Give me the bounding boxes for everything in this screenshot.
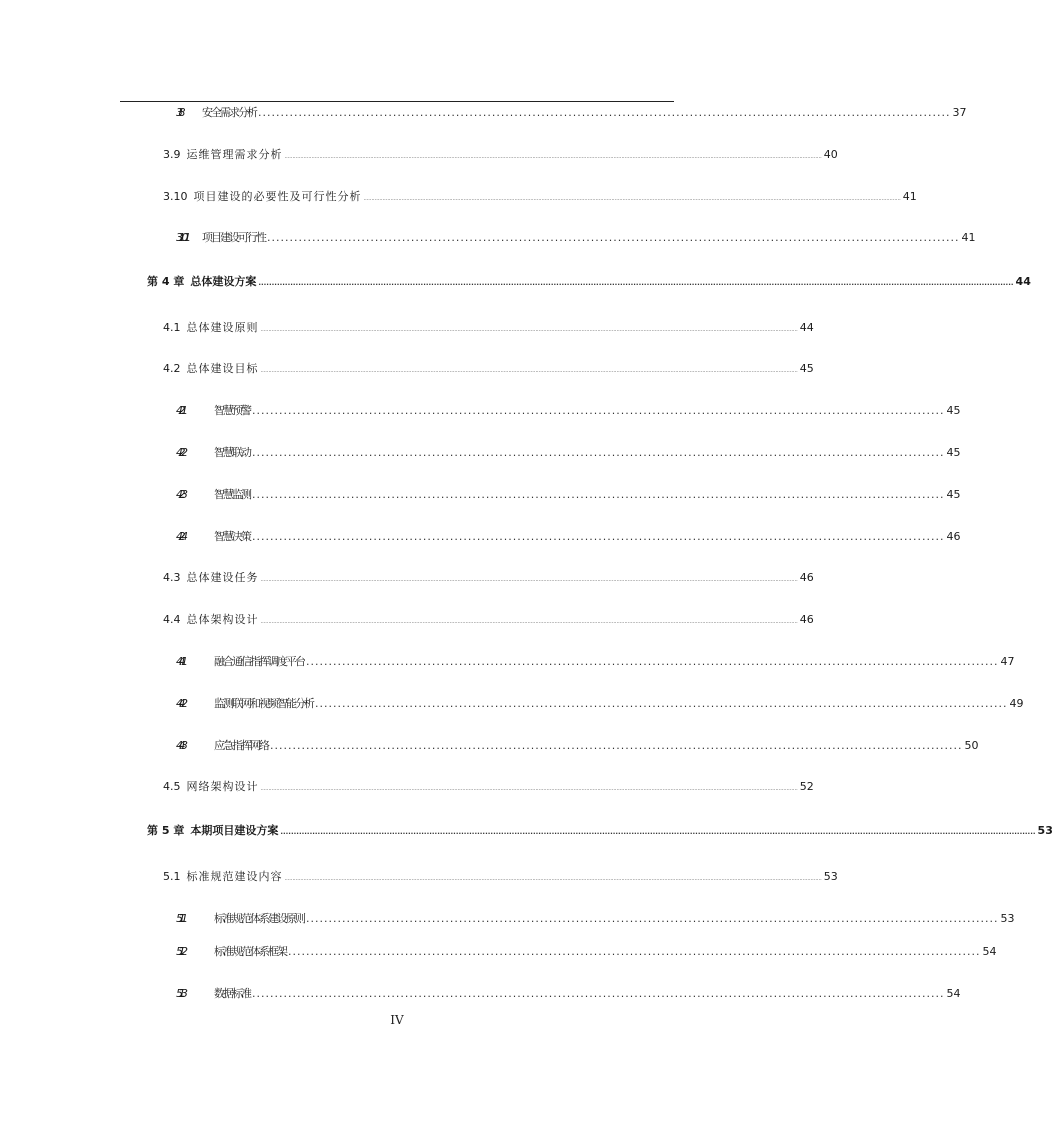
toc-entry-page: 52 bbox=[799, 780, 814, 793]
toc-entry-number: 4.4.2 bbox=[176, 697, 184, 710]
toc-entry-title: 本期项目建设方案 bbox=[190, 824, 279, 837]
toc-entry-title: 应急指挥网络 bbox=[214, 739, 268, 752]
page-number-footer: IV bbox=[390, 1013, 404, 1027]
toc-entry-number: 4.4.1 bbox=[176, 655, 184, 668]
toc-entry-page: 54 bbox=[982, 945, 997, 958]
toc-leader: .......................................................................................................................................................... bbox=[252, 446, 945, 459]
toc-entry-title: 总体建设原则 bbox=[186, 321, 259, 334]
toc-entry-number: 4.4.3 bbox=[176, 739, 184, 752]
toc-entry-number: 3.9 bbox=[163, 148, 181, 161]
toc-leader: ............................................................................................................................................................................................................................................................................................ bbox=[280, 828, 1036, 836]
toc-leader: .................................................................................................................................................................................................................................................................................................................................................. bbox=[260, 786, 798, 792]
toc-entry-page: 53 bbox=[1000, 912, 1015, 925]
header-rule bbox=[120, 101, 674, 102]
toc-entry-number: 5.1.2 bbox=[176, 945, 184, 958]
toc-entry-4-1[interactable] bbox=[163, 319, 814, 337]
toc-entry-number: 4.5 bbox=[163, 780, 181, 793]
toc-entry-page: 54 bbox=[946, 987, 961, 1000]
toc-entry-page: 46 bbox=[799, 613, 814, 626]
toc-entry-number: 4.2.3 bbox=[176, 488, 184, 501]
toc-entry-title: 项目建设可行性 bbox=[202, 231, 265, 244]
toc-leader: ............................................................................................................................................................................................................................................................................................ bbox=[258, 279, 1014, 287]
toc-leader: .................................................................................................................................................................................................................................................................................................................................................. bbox=[260, 619, 798, 625]
toc-entry-5-1-1[interactable] bbox=[172, 910, 1015, 928]
toc-entry-number: 3.8 bbox=[176, 106, 182, 119]
toc-leader: .................................................................................................................................................................................................................................................................................................................................................. bbox=[260, 577, 798, 583]
toc-entry-5-1[interactable] bbox=[163, 868, 838, 886]
toc-entry-title: 智慧决策 bbox=[214, 530, 250, 543]
toc-leader: .......................................................................................................................................................... bbox=[315, 697, 1008, 710]
toc-entry-title: 运维管理需求分析 bbox=[186, 148, 283, 161]
toc-leader: .......................................................................................................................................................... bbox=[306, 912, 999, 925]
toc-leader: .......................................................................................................................................................... bbox=[258, 106, 951, 119]
toc-entry-title: 数据标准 bbox=[214, 987, 250, 1000]
toc-entry-page: 53 bbox=[1037, 824, 1053, 837]
toc-entry-4-2-2[interactable] bbox=[172, 444, 961, 462]
toc-leader: .................................................................................................................................................................................................................................................................................................................................................. bbox=[284, 876, 822, 882]
toc-leader: .......................................................................................................................................................... bbox=[252, 530, 945, 543]
toc-entry-title: 标准规范建设内容 bbox=[186, 870, 283, 883]
toc-entry-page: 53 bbox=[823, 870, 838, 883]
toc-entry-title: 监测联网和视频智能分析 bbox=[214, 697, 313, 710]
toc-entry-title: 网络架构设计 bbox=[186, 780, 259, 793]
toc-entry-title: 标准规范体系框架 bbox=[214, 945, 286, 958]
toc-entry-page: 40 bbox=[823, 148, 838, 161]
toc-entry-number: 4.1 bbox=[163, 321, 181, 334]
toc-entry-title: 标准规范体系建设原则 bbox=[214, 912, 304, 925]
toc-entry-title: 总体建设任务 bbox=[186, 571, 259, 584]
toc-entry-4-4[interactable] bbox=[163, 611, 814, 629]
toc-entry-number: 第 4 章 bbox=[147, 275, 185, 288]
toc-leader: .................................................................................................................................................................................................................................................................................................................................................. bbox=[260, 327, 798, 333]
toc-leader: .......................................................................................................................................................... bbox=[252, 488, 945, 501]
toc-entry-4-3[interactable] bbox=[163, 569, 814, 587]
toc-entry-number: 第 5 章 bbox=[147, 824, 185, 837]
toc-leader: .......................................................................................................................................................... bbox=[306, 655, 999, 668]
toc-leader: .......................................................................................................................................................... bbox=[270, 739, 963, 752]
toc-entry-number: 4.4 bbox=[163, 613, 181, 626]
toc-entry-4-4-1[interactable] bbox=[172, 653, 1015, 671]
toc-entry-4-4-2[interactable] bbox=[172, 695, 1024, 713]
toc-entry-number: 5.1 bbox=[163, 870, 181, 883]
toc-entry-number: 4.2.2 bbox=[176, 446, 184, 459]
toc-entry-number: 4.2 bbox=[163, 362, 181, 375]
toc-entry-5-1-2[interactable] bbox=[172, 943, 997, 961]
toc-entry-chapter-5[interactable] bbox=[147, 822, 1053, 840]
toc-entry-title: 智慧联动 bbox=[214, 446, 250, 459]
toc-entry-3-10-1[interactable] bbox=[172, 229, 976, 247]
toc-entry-number: 4.2.4 bbox=[176, 530, 184, 543]
toc-entry-4-5[interactable] bbox=[163, 778, 814, 796]
toc-entry-number: 4.3 bbox=[163, 571, 181, 584]
toc-entry-number: 4.2.1 bbox=[176, 404, 184, 417]
toc-entry-number: 3.10 bbox=[163, 190, 188, 203]
toc-leader: .......................................................................................................................................................... bbox=[252, 404, 945, 417]
toc-entry-3-10[interactable] bbox=[163, 188, 917, 206]
toc-entry-page: 45 bbox=[946, 404, 961, 417]
toc-entry-title: 智慧预警 bbox=[214, 404, 250, 417]
toc-entry-chapter-4[interactable] bbox=[147, 273, 1031, 291]
toc-entry-page: 50 bbox=[964, 739, 979, 752]
toc-leader: .................................................................................................................................................................................................................................................................................................................................................. bbox=[260, 368, 798, 374]
toc-entry-number: 5.1.3 bbox=[176, 987, 184, 1000]
toc-entry-5-1-3[interactable] bbox=[172, 985, 961, 1003]
toc-entry-page: 37 bbox=[952, 106, 967, 119]
toc-entry-number: 3.10.1 bbox=[176, 231, 187, 244]
toc-leader: .......................................................................................................................................................... bbox=[267, 231, 960, 244]
toc-entry-3-9[interactable] bbox=[163, 146, 838, 164]
toc-entry-page: 49 bbox=[1009, 697, 1024, 710]
toc-leader: .................................................................................................................................................................................................................................................................................................................................................. bbox=[363, 196, 901, 202]
toc-entry-page: 46 bbox=[946, 530, 961, 543]
toc-entry-page: 45 bbox=[946, 446, 961, 459]
toc-entry-page: 46 bbox=[799, 571, 814, 584]
toc-entry-page: 45 bbox=[799, 362, 814, 375]
toc-entry-number: 5.1.1 bbox=[176, 912, 184, 925]
toc-entry-title: 安全需求分析 bbox=[202, 106, 256, 119]
toc-entry-page: 44 bbox=[799, 321, 814, 334]
toc-entry-page: 41 bbox=[961, 231, 976, 244]
toc-entry-4-2-3[interactable] bbox=[172, 486, 961, 504]
toc-entry-4-2-1[interactable] bbox=[172, 402, 961, 420]
toc-entry-title: 融合通信指挥调度平台 bbox=[214, 655, 304, 668]
toc-leader: .................................................................................................................................................................................................................................................................................................................................................. bbox=[284, 154, 822, 160]
toc-entry-page: 45 bbox=[946, 488, 961, 501]
toc-entry-title: 项目建设的必要性及可行性分析 bbox=[193, 190, 362, 203]
toc-entry-4-4-3[interactable] bbox=[172, 737, 979, 755]
toc-entry-title: 总体架构设计 bbox=[186, 613, 259, 626]
toc-entry-4-2-4[interactable] bbox=[172, 528, 961, 546]
toc-entry-title: 总体建设目标 bbox=[186, 362, 259, 375]
toc-leader: .......................................................................................................................................................... bbox=[252, 987, 945, 1000]
toc-entry-page: 41 bbox=[902, 190, 917, 203]
toc-entry-page: 47 bbox=[1000, 655, 1015, 668]
toc-entry-page: 44 bbox=[1015, 275, 1031, 288]
toc-entry-title: 总体建设方案 bbox=[190, 275, 257, 288]
toc-entry-3-8[interactable] bbox=[172, 104, 967, 122]
toc-leader: .......................................................................................................................................................... bbox=[288, 945, 981, 958]
toc-entry-title: 智慧监测 bbox=[214, 488, 250, 501]
toc-entry-4-2[interactable] bbox=[163, 360, 814, 378]
